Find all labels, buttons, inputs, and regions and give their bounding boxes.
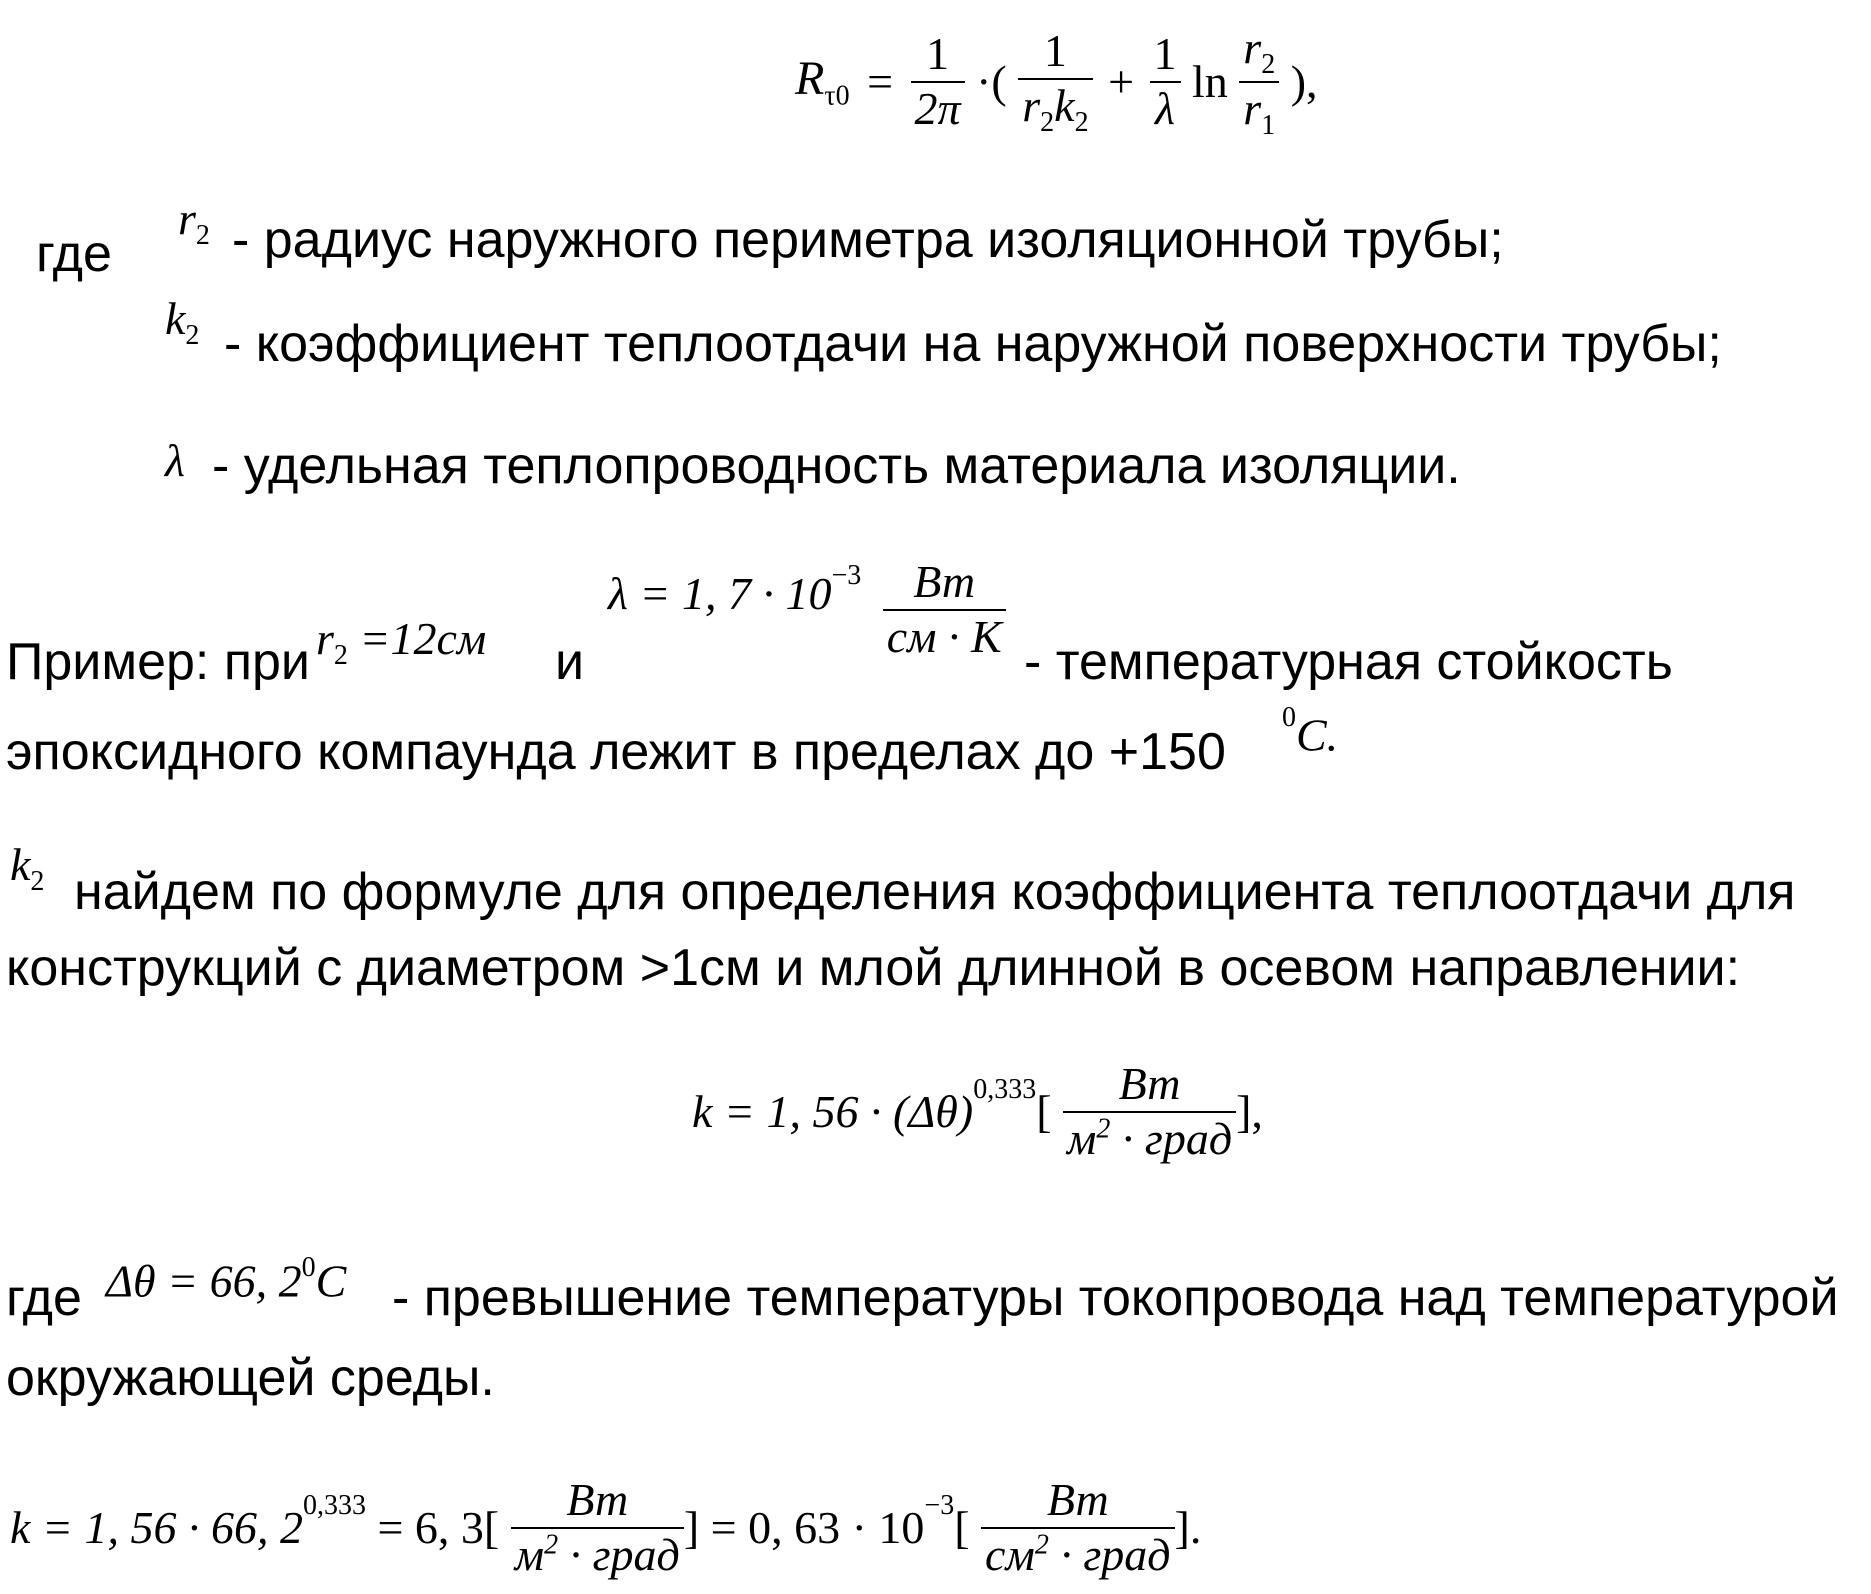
formula1-plus: + <box>1108 56 1135 108</box>
example-lambda-lhs: λ = 1, 7 · 10 <box>608 567 832 619</box>
example-lambda-unit <box>883 556 1006 664</box>
formula3-mid-exp: −3 <box>924 1489 955 1521</box>
where2-line2: окружающей среды. <box>6 1349 495 1407</box>
formula3-mid: ] = 0, 63 · 10 <box>683 1501 925 1553</box>
example-unit-den: см · К <box>886 610 1002 662</box>
where2-text: - превышение температуры токопровода над температурой <box>392 1269 1839 1327</box>
formula2-close: ], <box>1236 1085 1263 1137</box>
formula2-den-a: м <box>1067 1112 1097 1164</box>
formula2-open: [ <box>1036 1085 1052 1137</box>
where2-sup: 0 <box>301 1252 316 1283</box>
example-degree <box>1282 702 1339 761</box>
formula1-fraction-2 <box>1018 25 1092 139</box>
formula1-lhs: R <box>795 51 825 105</box>
formula1-f4-num-sub: 2 <box>1261 49 1276 81</box>
formula3-close: ]. <box>1174 1501 1202 1553</box>
example-unit-num: Вт <box>913 556 976 607</box>
formula-heat-transfer <box>692 1058 1263 1166</box>
formula3-f1-den-b: · град <box>558 1528 680 1580</box>
formula1-f2-den-b-sub: 2 <box>1074 107 1089 139</box>
formula1-f2-den-a: r <box>1022 80 1041 132</box>
formula3-fraction-2 <box>981 1474 1175 1582</box>
example-lead: Пример: при <box>6 633 310 691</box>
example-deg-unit: C. <box>1296 709 1339 761</box>
formula1-f2-den-a-sub: 2 <box>1040 107 1055 139</box>
formula-thermal-resistance <box>795 22 1318 143</box>
example-lambda-formula <box>608 556 1006 664</box>
example-deg: 0 <box>1282 702 1296 733</box>
formula3-fraction-1 <box>511 1474 684 1582</box>
k2-para-sub: 2 <box>30 866 45 898</box>
formula3-f1-num: Вт <box>566 1474 629 1525</box>
formula3-f2-num: Вт <box>1046 1474 1109 1525</box>
formula2-den-sup: 2 <box>1096 1113 1111 1145</box>
formula3-f2-den-b: · град <box>1048 1528 1171 1580</box>
k2-para-line1: найдем по формуле для определения коэффициента теплоотдачи для <box>74 863 1796 921</box>
where2-where: где <box>6 1269 82 1327</box>
defs-where: где <box>36 225 112 283</box>
formula1-f4-num: r <box>1243 22 1262 73</box>
formula2-num: Вт <box>1118 1058 1181 1109</box>
formula2-den-b: · град <box>1110 1112 1233 1164</box>
formula3-open2: [ <box>954 1501 970 1553</box>
formula1-f3-num: 1 <box>1153 28 1177 80</box>
example-r2 <box>316 613 487 672</box>
formula1-f4-den-sub: 1 <box>1261 110 1276 142</box>
defs-lambda-symbol: λ <box>165 435 185 486</box>
defs-r2-sym: r <box>178 193 196 244</box>
formula1-lhs-sub: τ0 <box>824 80 850 112</box>
example-lambda-exp: −3 <box>831 559 862 591</box>
formula2-unit <box>1063 1058 1236 1166</box>
formula1-f1-num: 1 <box>926 28 950 80</box>
defs-k2-sym: k <box>165 293 186 344</box>
formula3-eq1: = 6, 3[ <box>377 1501 500 1553</box>
k2-para-line2: конструкций с диаметром >1см и млой длинной в осевом направлении: <box>6 939 1741 997</box>
where2-delta-theta <box>106 1252 347 1307</box>
defs-r2-symbol <box>178 193 210 252</box>
formula1-fraction-4 <box>1239 22 1279 143</box>
formula3-f1-den-a: м <box>514 1528 545 1580</box>
defs-r2-sub: 2 <box>195 220 210 252</box>
k2-para-sym: k <box>10 839 31 890</box>
formula1-f1-den: 2π <box>914 83 961 135</box>
example-tail: - температурная стойкость <box>1024 633 1673 691</box>
example-line2: эпоксидного компаунда лежит в пределах до +150 <box>6 723 1226 781</box>
formula1-fraction-3 <box>1150 28 1181 136</box>
defs-k2-sub: 2 <box>185 320 200 352</box>
where2-sym: Δθ = 66, 2 <box>106 1255 302 1307</box>
where2-unit: C <box>315 1255 347 1307</box>
defs-lambda-text: - удельная теплопроводность материала изоляции. <box>212 437 1461 495</box>
defs-k2-symbol <box>165 293 200 352</box>
formula1-fraction-1 <box>911 28 965 136</box>
formula1-dot-paren: ·( <box>976 56 1007 108</box>
formula3-f2-den-sup: 2 <box>1034 1529 1049 1561</box>
formula1-f3-den: λ <box>1155 83 1175 135</box>
example-r2-val: =12см <box>359 613 487 664</box>
example-r2-sym: r <box>316 613 334 664</box>
formula2-lhs: k = 1, 56 · (Δθ) <box>692 1085 974 1137</box>
formula-k-calculation <box>10 1474 1201 1582</box>
formula3-lhs: k = 1, 56 · 66, 2 <box>10 1501 303 1553</box>
formula1-f2-num: 1 <box>1043 25 1067 77</box>
formula1-f2-den-b: k <box>1054 80 1075 132</box>
formula3-exp: 0,333 <box>302 1489 366 1521</box>
formula3-f2-den-a: см <box>985 1528 1035 1580</box>
formula1-equals: = <box>867 56 894 108</box>
defs-k2-text: - коэффициент теплоотдачи на наружной поверхности трубы; <box>224 315 1722 373</box>
formula1-close: ), <box>1290 56 1318 108</box>
formula1-ln: ln <box>1192 56 1228 108</box>
formula2-exp: 0,333 <box>973 1073 1037 1105</box>
formula1-f4-den: r <box>1243 83 1262 135</box>
example-r2-sub: 2 <box>333 640 348 672</box>
formula3-f1-den-sup: 2 <box>544 1529 559 1561</box>
example-and: и <box>555 633 585 691</box>
defs-r2-text: - радиус наружного периметра изоляционной трубы; <box>232 211 1504 269</box>
k2-para-symbol <box>10 839 45 898</box>
